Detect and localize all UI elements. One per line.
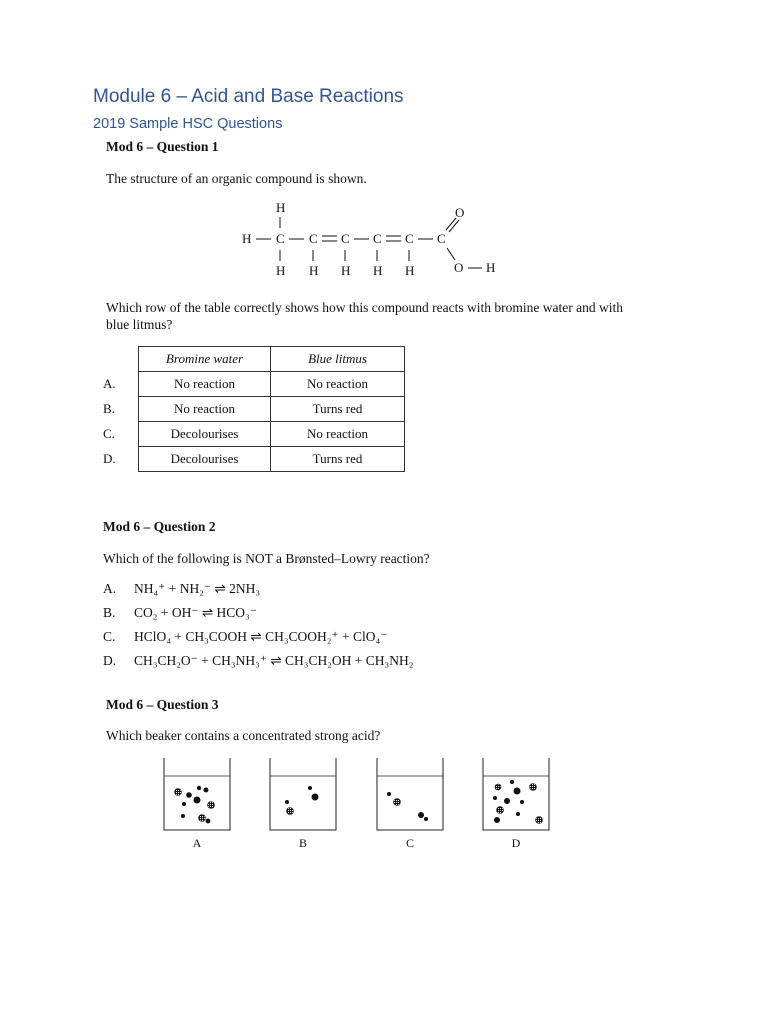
question-2-text: Which of the following is NOT a Brønsted–Lowry reaction? [103, 551, 430, 566]
table-header-row [103, 347, 405, 372]
question-3-title: Mod 6 – Question 3 [106, 697, 219, 712]
atom-o: O [455, 205, 465, 220]
table-row [103, 422, 405, 447]
atom-c: C [373, 231, 382, 246]
module-title: Module 6 – Acid and Base Reactions [93, 86, 404, 107]
litmus-cell: No reaction [271, 422, 405, 447]
atom-h: H [341, 263, 351, 278]
litmus-cell: Turns red [271, 397, 405, 422]
table-row [103, 372, 405, 397]
atom-c: C [309, 231, 318, 246]
litmus-cell: Turns red [271, 447, 405, 472]
atom-h: H [276, 200, 286, 215]
atom-o: O [454, 260, 464, 275]
beaker-a [164, 758, 230, 830]
row-letter: B. [103, 401, 115, 416]
row-letter: C. [103, 426, 115, 441]
question-1-text: Which row of the table correctly shows how this compound reacts with bromine water and with blue litmus? [106, 300, 623, 332]
atom-c: C [437, 231, 446, 246]
atom-h: H [242, 231, 252, 246]
beaker-c [377, 758, 443, 830]
organic-structure-diagram [236, 198, 506, 280]
atom-c: C [341, 231, 350, 246]
option-letter: A. [103, 581, 117, 596]
option-letter: C. [103, 629, 116, 644]
row-letter: D. [103, 451, 116, 466]
question-3-text: Which beaker contains a concentrated strong acid? [106, 728, 381, 743]
header-blue-litmus: Blue litmus [271, 347, 405, 372]
question-2-title: Mod 6 – Question 2 [103, 519, 216, 534]
option-letter: B. [103, 605, 116, 620]
option-equation: HClO₄ + CH₃COOH ⇌ CH₃COOH₂⁺ + ClO₄⁻ [134, 629, 388, 644]
beakers-diagram [160, 756, 560, 836]
atom-h: H [405, 263, 415, 278]
question-1-intro: The structure of an organic compound is shown. [106, 171, 367, 186]
atom-h: H [276, 263, 286, 278]
bromine-cell: No reaction [139, 397, 271, 422]
option-equation: NH₄⁺ + NH₂⁻ ⇌ 2NH₃ [134, 581, 261, 596]
table-row [103, 447, 405, 472]
table-row [103, 397, 405, 422]
subtitle: 2019 Sample HSC Questions [93, 116, 283, 132]
atom-h: H [486, 260, 496, 275]
answer-table [103, 346, 405, 472]
beaker-label-b: B [298, 836, 307, 850]
beaker-label-d: D [511, 836, 521, 850]
beaker-b [270, 758, 336, 830]
atom-c: C [405, 231, 414, 246]
atom-c: C [276, 231, 285, 246]
option-letter: D. [103, 653, 117, 668]
litmus-cell: No reaction [271, 372, 405, 397]
beaker-d [483, 758, 549, 830]
bromine-cell: No reaction [139, 372, 271, 397]
bromine-cell: Decolourises [139, 447, 271, 472]
option-equation: CO₂ + OH⁻ ⇌ HCO₃⁻ [134, 605, 257, 620]
bromine-cell: Decolourises [139, 422, 271, 447]
question-1-title: Mod 6 – Question 1 [106, 139, 219, 154]
row-letter: A. [103, 376, 116, 391]
beaker-label-c: C [405, 836, 414, 850]
header-bromine-water: Bromine water [139, 347, 271, 372]
beaker-label-a: A [192, 836, 202, 850]
option-equation: CH₃CH₂O⁻ + CH₃NH₃⁺ ⇌ CH₃CH₂OH + CH₃NH₂ [134, 653, 414, 668]
atom-h: H [309, 263, 319, 278]
atom-h: H [373, 263, 383, 278]
